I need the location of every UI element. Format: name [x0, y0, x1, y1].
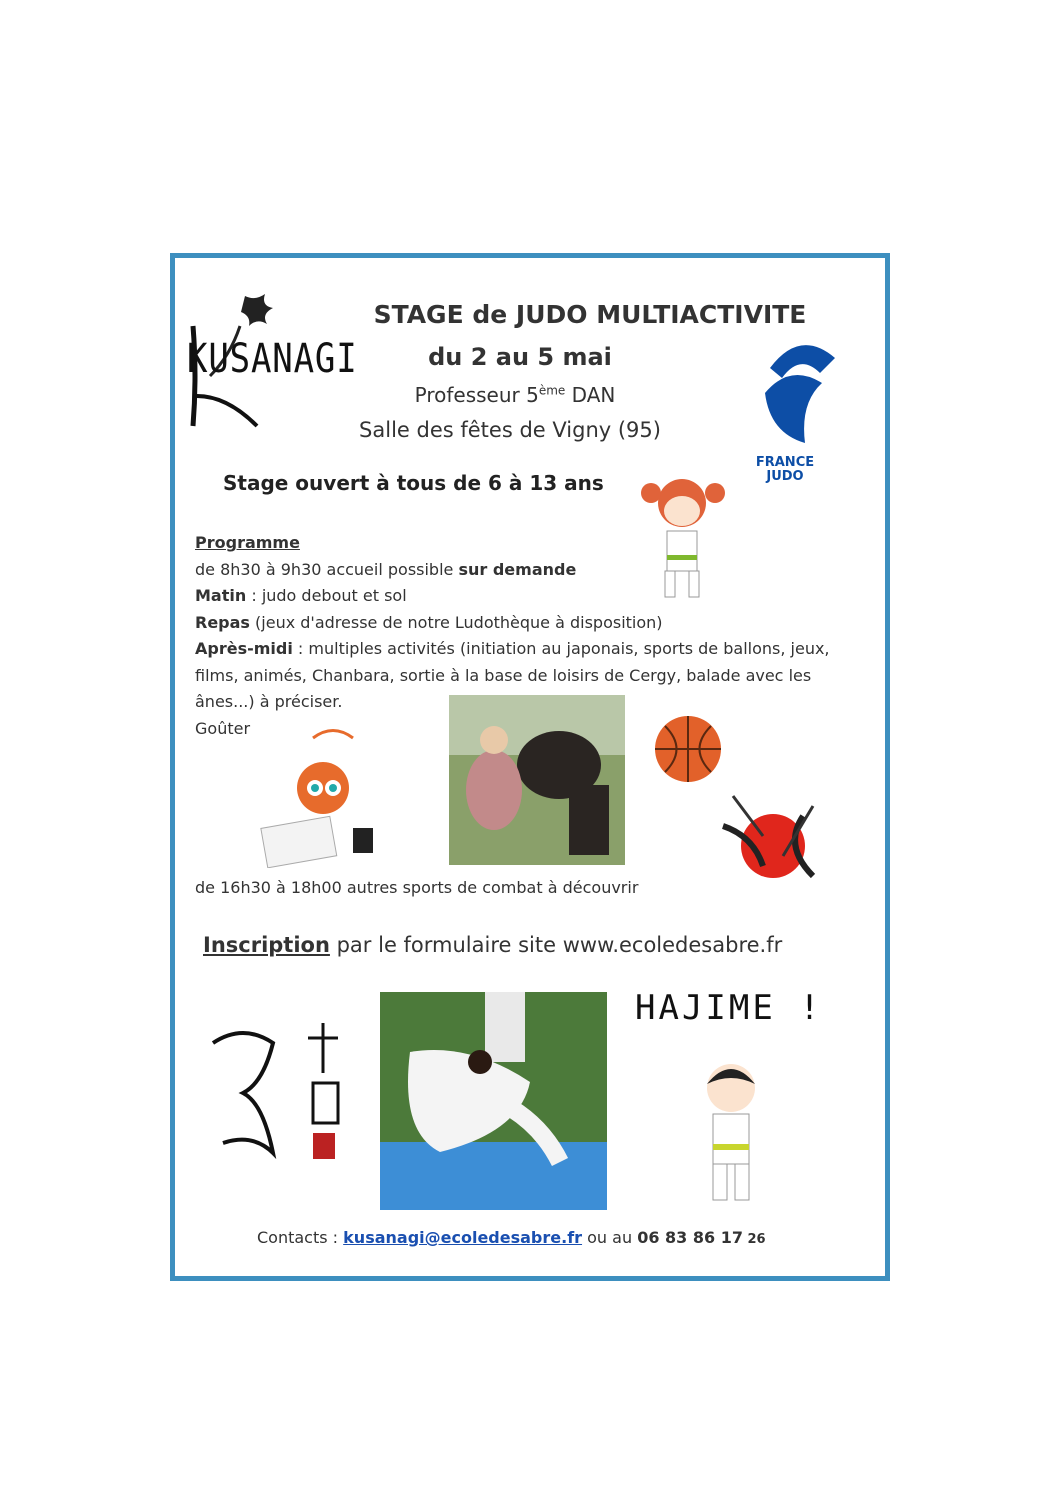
registration-line: Inscription par le formulaire site www.ecoledesabre.fr [203, 933, 783, 957]
calligraphy-icon [203, 1013, 353, 1173]
morning-line: Matin : judo debout et sol [195, 586, 407, 605]
contact-phone: 06 83 86 17 [637, 1228, 743, 1247]
chanbara-fighters-icon [703, 786, 843, 906]
contact-email-link[interactable]: kusanagi@ecoledesabre.fr [343, 1228, 583, 1247]
contact-line: Contacts : kusanagi@ecoledesabre.fr ou au 06 83 86 17 26 [257, 1228, 766, 1247]
flyer-frame [170, 253, 890, 1281]
teacher-line: Professeur 5ème DAN [414, 383, 616, 407]
judo-boy-icon [683, 1058, 783, 1208]
venue-line: Salle des fêtes de Vigny (95) [359, 418, 661, 442]
basketball-icon [653, 714, 723, 784]
france-judo-label: FRANCE JUDO [755, 455, 815, 484]
donkey-photo [449, 695, 625, 865]
lunch-line: Repas (jeux d'adresse de notre Ludothèque à disposition) [195, 612, 663, 632]
france-judo-logo-icon [760, 333, 840, 458]
snack-line: Goûter [195, 718, 251, 738]
kusanagi-logo-text: KUSANAGI [187, 336, 358, 382]
welcome-line: de 8h30 à 9h30 accueil possible sur demande [195, 559, 577, 579]
age-range: Stage ouvert à tous de 6 à 13 ans [223, 471, 604, 495]
event-title: STAGE de JUDO MULTIACTIVITE [373, 300, 807, 329]
event-dates: du 2 au 5 mai [428, 343, 612, 371]
afternoon-line: Après-midi : multiples activités (initiation au japonais, sports de ballons, jeux, films, animés, Chanbara, sortie à la base de loisirs de Cergy, balade avec les ânes...) à préciser. [195, 639, 830, 711]
hajime-text: HAJIME ! [635, 988, 823, 1028]
combat-sports-line: de 16h30 à 18h00 autres sports de combat à découvrir [195, 878, 639, 897]
judo-throw-photo [380, 992, 607, 1210]
fox-illustration-icon [253, 718, 383, 868]
programme-heading: Programme [195, 533, 300, 552]
